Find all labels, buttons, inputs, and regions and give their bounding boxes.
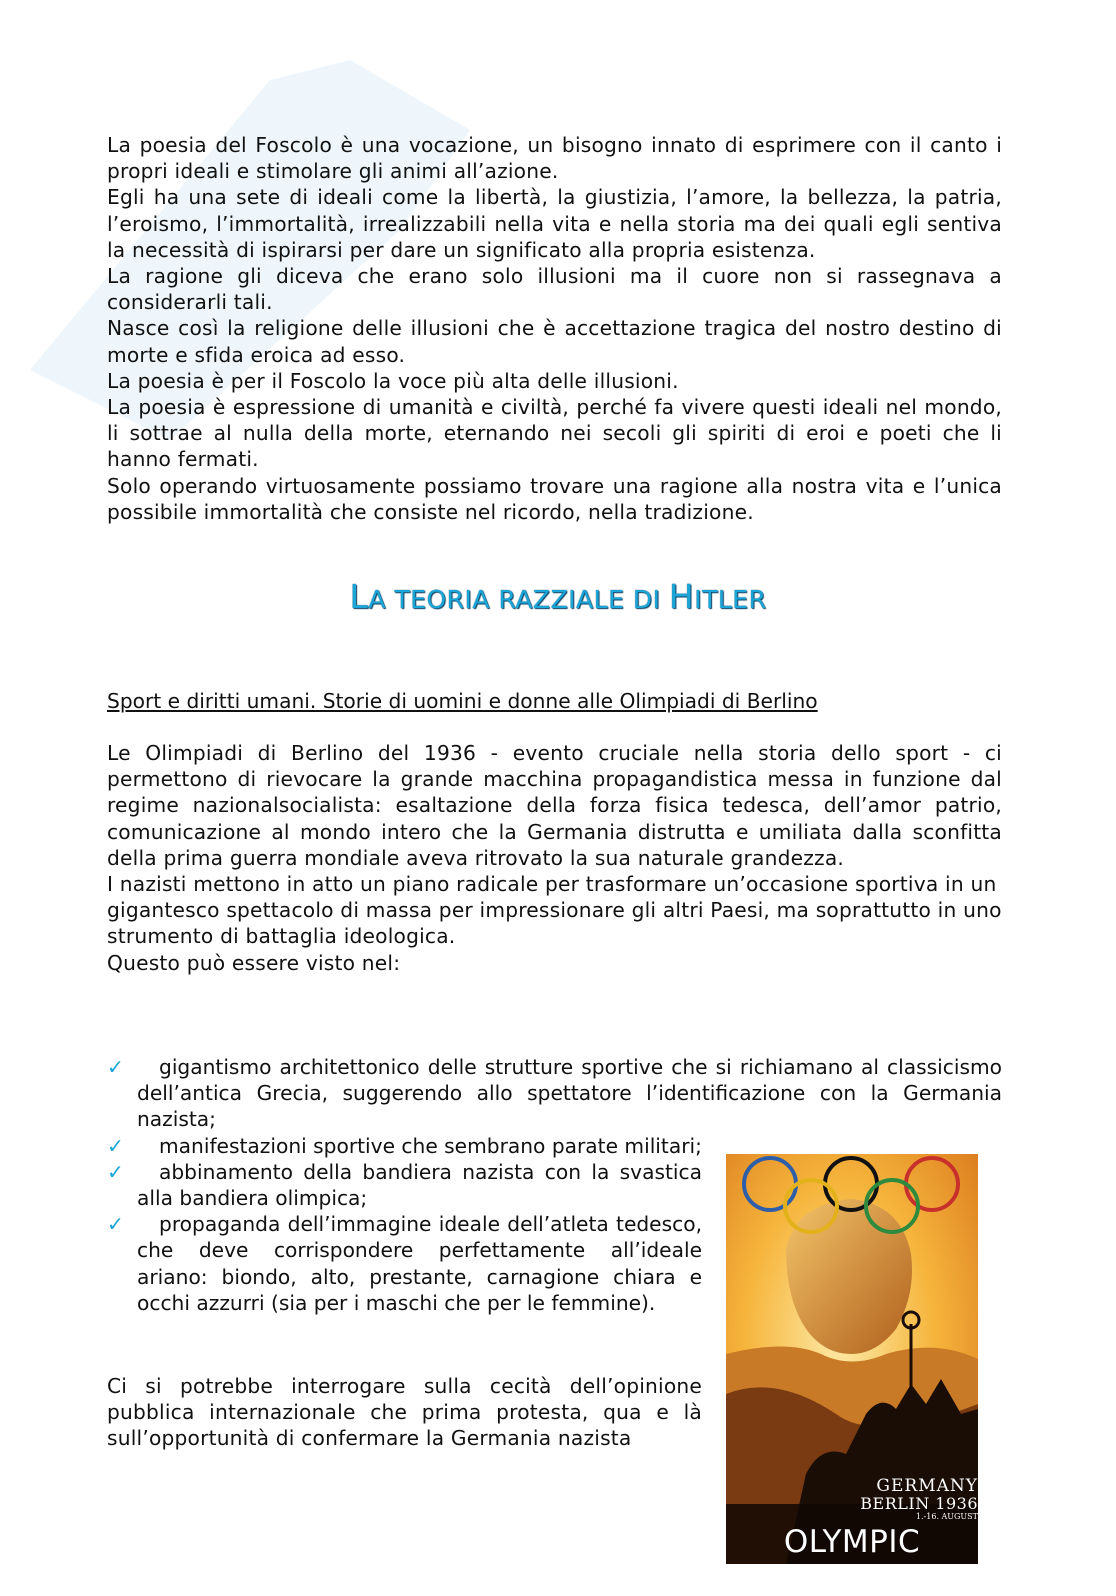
list-item: ✓ gigantismo architettonico delle strutture sportive che si richiamano al classicismo dell’antica Grecia, suggerendo allo spettatore l’identificazione con la Germania nazista; bbox=[107, 1055, 1002, 1132]
list-item: ✓ manifestazioni sportive che sembrano parate militari; bbox=[107, 1133, 702, 1158]
check-icon: ✓ bbox=[107, 1133, 124, 1158]
body-paragraph: I nazisti mettono in atto un piano radicale per trasformare un’occasione sportiva in un bbox=[107, 872, 997, 897]
intro-text bbox=[107, 132, 1002, 525]
list-item: ✓ abbinamento della bandiera nazista con la svastica alla bandiera olimpica; bbox=[107, 1159, 702, 1211]
intro-paragraph: La poesia è per il Foscolo la voce più alta delle illusioni. bbox=[107, 368, 679, 393]
intro-paragraph: Nasce così la religione delle illusioni che è accettazione tragica del nostro destino di morte e sfida eroica ad esso. bbox=[107, 316, 1002, 367]
poster-caption: BERLIN 1936 bbox=[860, 1494, 978, 1513]
section-title: LA TEORIA RAZZIALE DI HITLER bbox=[349, 577, 767, 616]
poster-caption: GERMANY bbox=[876, 1476, 978, 1496]
poster-caption: OLYMPIC GAMES bbox=[783, 1524, 921, 1596]
intro-paragraph: La poesia è espressione di umanità e civiltà, perché fa vivere questi ideali nel mondo, li sottrae al nulla della morte, eternando nei secoli gli spiriti di eroi e poeti che li hanno fermati. bbox=[107, 395, 1002, 472]
intro-paragraph: Solo operando virtuosamente possiamo trovare una ragione alla nostra vita e l’unica possibile immortalità che consiste nel ricordo, nella tradizione. bbox=[107, 473, 1002, 524]
olympic-poster-image bbox=[726, 1154, 978, 1596]
check-icon: ✓ bbox=[107, 1055, 124, 1079]
intro-paragraph: La poesia del Foscolo è una vocazione, un bisogno innato di esprimere con il canto i propri ideali e stimolare gli animi all’azione. bbox=[107, 133, 1002, 184]
check-icon: ✓ bbox=[107, 1159, 124, 1184]
section-subtitle: Sport e diritti umani. Storie di uomini e donne alle Olimpiadi di Berlino bbox=[107, 689, 818, 713]
olympic-text bbox=[107, 740, 1002, 976]
body-paragraph: Le Olimpiadi di Berlino del 1936 - evento cruciale nella storia dello sport - ci permettono di rievocare la grande macchina propagandistica messa in funzione dal regime nazionalsocialista: esaltazione della forza fisica tedesca, dell’amor patrio, comunicazione al mondo intero che la Germania distrutta e umiliata dalla sconfitta della prima guerra mondiale aveva ritrovato la sua naturale grandezza. bbox=[107, 741, 1002, 870]
body-paragraph: strumento di battaglia ideologica. bbox=[107, 924, 456, 949]
list-item: ✓ propaganda dell’immagine ideale dell’atleta tedesco, che deve corrispondere perfettamente all’ideale ariano: biondo, alto, prestante, carnagione chiara e occhi azzurri (sia per i maschi che per le femmine). bbox=[107, 1212, 702, 1315]
closing-text bbox=[107, 1373, 702, 1452]
check-icon: ✓ bbox=[107, 1212, 124, 1237]
intro-paragraph: Egli ha una sete di ideali come la libertà, la giustizia, l’amore, la bellezza, la patria, l’eroismo, l’immortalità, irrealizzabili nella vita e nella storia ma dei quali egli sentiva la necessità di ispirarsi per dare un significato alla propria esistenza. bbox=[107, 185, 1002, 262]
poster-caption: 1.-16. AUGUST bbox=[915, 1512, 978, 1521]
body-paragraph: Questo può essere visto nel: bbox=[107, 950, 401, 975]
intro-paragraph: La ragione gli diceva che erano solo illusioni ma il cuore non si rassegnava a considerarli tali. bbox=[107, 264, 1002, 315]
body-paragraph: Ci si potrebbe interrogare sulla cecità dell’opinione pubblica internazionale che prima protesta, qua e là sull’opportunità di confermare la Germania nazista bbox=[107, 1374, 702, 1451]
body-paragraph: gigantesco spettacolo di massa per impressionare gli altri Paesi, ma soprattutto in uno bbox=[107, 898, 1002, 923]
